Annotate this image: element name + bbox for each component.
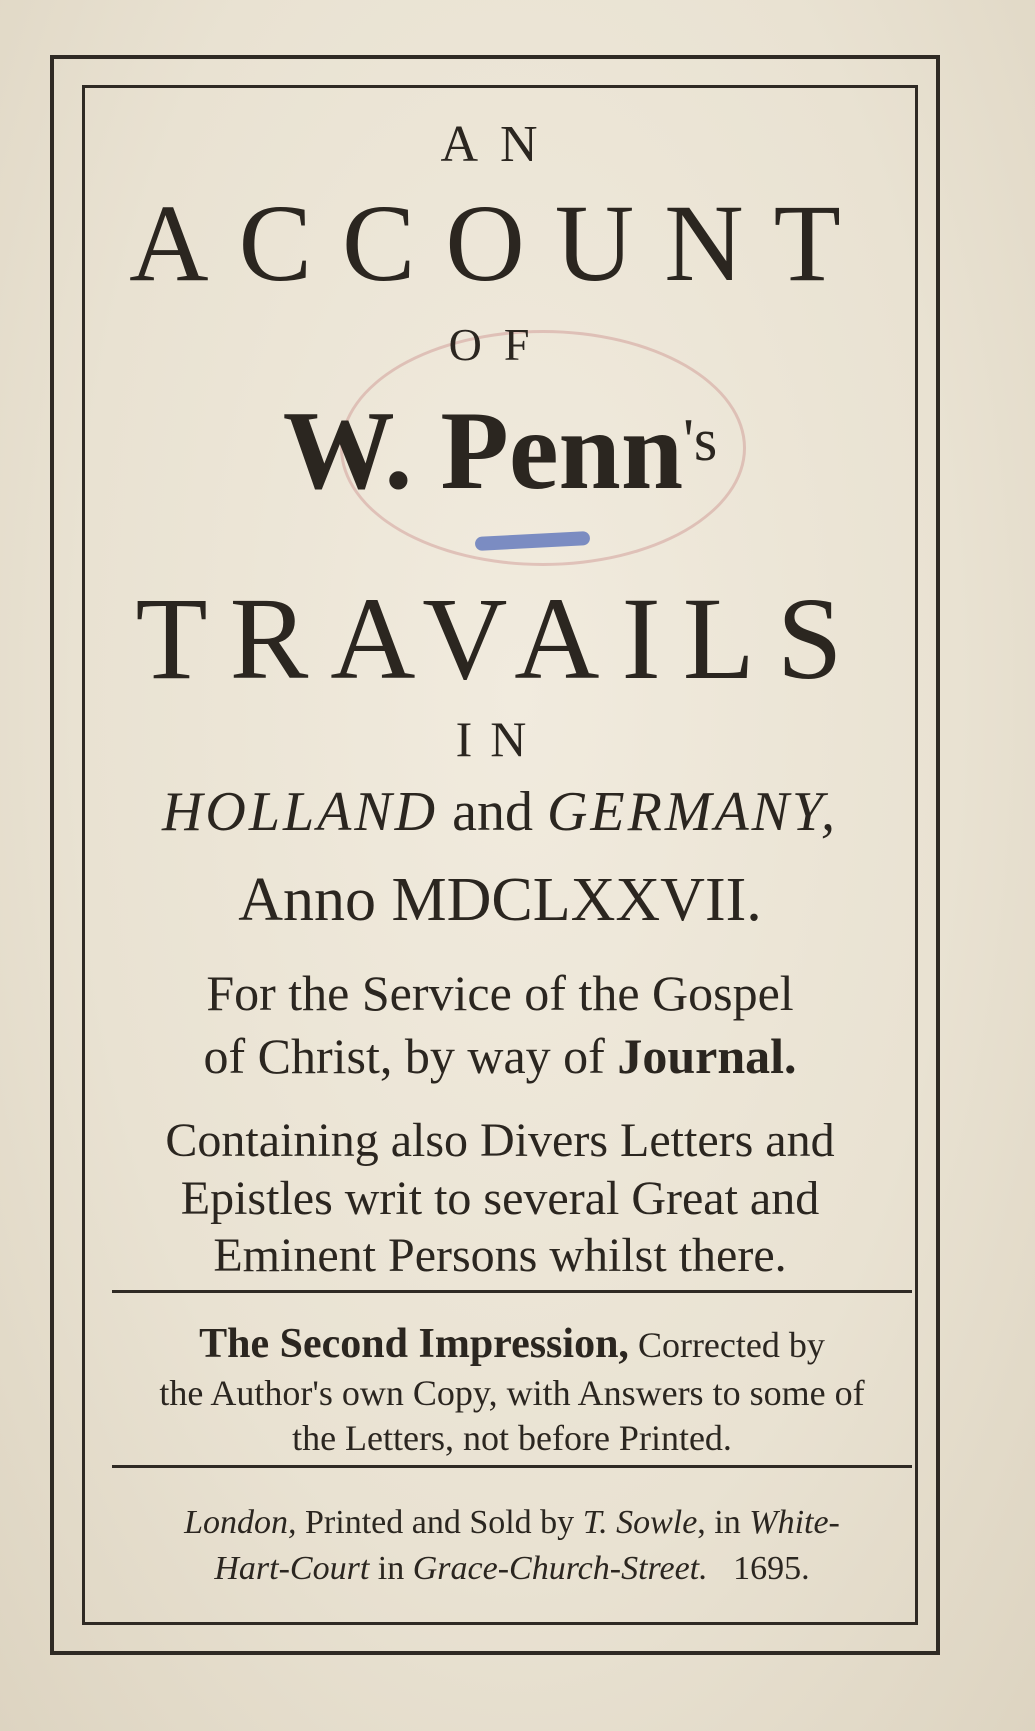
imprint-line-1 <box>112 1500 912 1546</box>
place-holland: HOLLAND <box>161 781 439 843</box>
title-anno: Anno MDCLXXVII. <box>238 866 762 934</box>
imprint-street: Grace-Church-Street. <box>412 1549 708 1587</box>
imprint-london: London, <box>184 1504 297 1541</box>
imprint-text-a: Printed and Sold by <box>296 1504 583 1541</box>
place-and: and <box>452 781 533 843</box>
divider-rule-1 <box>112 1290 912 1293</box>
containing-line-3: Eminent Persons whilst there. <box>213 1229 787 1283</box>
journal-word: Journal. <box>617 1027 797 1084</box>
second-impression-text <box>112 1318 912 1461</box>
title-name <box>82 389 918 513</box>
second-impression-heading: The Second Impression, <box>199 1321 629 1367</box>
second-line-1 <box>112 1318 912 1371</box>
author-name: W. Penn <box>282 389 684 513</box>
service-text <box>82 962 918 1087</box>
imprint-line-2 <box>112 1546 912 1592</box>
imprint-text-c: in <box>369 1549 413 1587</box>
service-line-2 <box>82 1025 918 1088</box>
second-line-1-text: Corrected by <box>628 1325 825 1365</box>
containing-line-2: Epistles writ to several Great and <box>180 1171 820 1225</box>
imprint-hart: Hart-Court <box>214 1549 370 1587</box>
author-possessive: 's <box>683 407 718 473</box>
title-of: OF <box>448 319 552 370</box>
place-germany: GERMANY, <box>546 781 839 843</box>
imprint-text-b: , in <box>697 1504 750 1541</box>
second-line-2: the Author's own Copy, with Answers to some of <box>159 1372 865 1413</box>
title-an: AN <box>440 116 560 173</box>
imprint-year: 1695. <box>733 1549 810 1587</box>
divider-rule-2 <box>112 1465 912 1468</box>
title-places <box>82 780 918 844</box>
imprint-text <box>112 1500 912 1592</box>
containing-text <box>82 1112 918 1285</box>
title-travails: TRAVAILS <box>135 573 865 704</box>
second-line-3: the Letters, not before Printed. <box>292 1417 732 1458</box>
containing-line-1: Containing also Divers Letters and <box>165 1114 835 1167</box>
imprint-white: White- <box>749 1504 840 1541</box>
service-line-1: For the Service of the Gospel <box>206 965 794 1021</box>
imprint-printer: T. Sowle <box>582 1504 698 1541</box>
title-in: IN <box>455 711 545 767</box>
service-line-2-text: of Christ, by way of <box>203 1027 618 1084</box>
title-account: ACCOUNT <box>129 182 871 304</box>
